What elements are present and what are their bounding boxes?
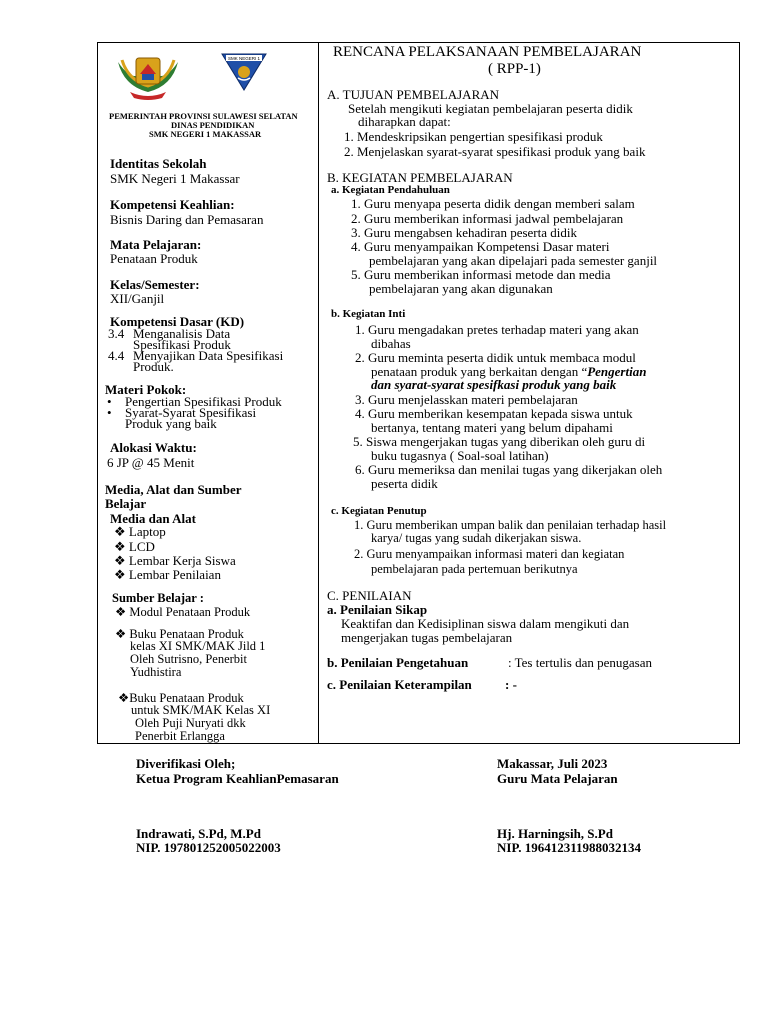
bullet-icon: •	[107, 405, 112, 420]
gov-line-1: PEMERINTAH PROVINSI SULAWESI SELATAN	[109, 111, 298, 121]
media-item-4-text: Lembar Penilaian	[128, 567, 221, 582]
section-a-intro-1: Setelah mengikuti kegiatan pembelajaran peserta didik	[348, 101, 633, 116]
verifier-nip: NIP. 197801252005022003	[136, 840, 281, 855]
page-subtitle: ( RPP-1)	[488, 61, 541, 77]
inti-item-1: 1. Guru mengadakan pretes terhadap materi yang akan	[355, 322, 639, 337]
media-label-1: Media, Alat dan Sumber	[105, 482, 242, 497]
sumber-item-1	[115, 604, 250, 620]
diamond-bullet-icon: ❖	[118, 691, 130, 705]
section-a-intro-2: diharapkan dapat:	[358, 114, 451, 129]
school-logo-icon	[220, 52, 268, 92]
tujuan-item-2: 2. Menjelaskan syarat-syarat spesifikasi produk yang baik	[344, 144, 646, 159]
identitas-value: SMK Negeri 1 Makassar	[110, 171, 240, 186]
penutup-item-2: 2. Guru menyampaikan informasi materi dan kegiatan	[354, 547, 625, 561]
kompetensi-label: Kompetensi Keahlian:	[110, 197, 235, 212]
pendahuluan-item-5: 5. Guru memberikan informasi metode dan media	[351, 267, 611, 282]
inti-item-2-emphasis-cont: dan syarat-syarat spesifkasi produk yang baik	[371, 377, 617, 392]
pendahuluan-item-5-cont: pembelajaran yang akan digunakan	[369, 281, 553, 296]
tujuan-item-1: 1. Mendeskripsikan pengertian spesifikasi produk	[344, 129, 603, 144]
kd2-line2: Produk.	[133, 359, 174, 374]
media-item-4	[114, 567, 221, 583]
penilaian-pengetahuan-label: b. Penilaian Pengetahuan	[327, 655, 469, 670]
kd1-line2: Spesifikasi Produk	[133, 337, 231, 352]
diamond-bullet-icon: ❖	[115, 605, 127, 619]
teacher-name: Hj. Harningsih, S.Pd	[497, 826, 613, 841]
penilaian-sikap-text-1: Keaktifan dan Kedisiplinan siswa dalam mengikuti dan	[341, 616, 630, 631]
penilaian-sikap-label: a. Penilaian Sikap	[327, 602, 428, 617]
sumber-item-3-line3: Oleh Puji Nuryati dkk	[135, 716, 246, 730]
sumber-item-3-line4: Penerbit Erlangga	[135, 729, 225, 743]
kelas-value: XII/Ganjil	[110, 291, 165, 306]
pendahuluan-item-3: 3. Guru mengabsen kehadiran peserta didik	[351, 225, 577, 240]
inti-item-3: 3. Guru menjelasskan materi pembelajaran	[355, 392, 578, 407]
sumber-label: Sumber Belajar :	[112, 591, 204, 605]
kompetensi-value: Bisnis Daring dan Pemasaran	[110, 212, 264, 227]
gov-line-3: SMK NEGERI 1 MAKASSAR	[149, 129, 262, 139]
inti-item-2: 2. Guru meminta peserta didik untuk membaca modul	[355, 350, 636, 365]
identitas-label: Identitas Sekolah	[110, 156, 207, 171]
section-b-heading: B. KEGIATAN PEMBELAJARAN	[327, 170, 513, 185]
alokasi-value: 6 JP @ 45 Menit	[107, 455, 195, 470]
penutup-item-1-cont: karya/ tugas yang sudah dikerjakan siswa.	[371, 531, 582, 545]
penilaian-sikap-text-2: mengerjakan tugas pembelajaran	[341, 630, 513, 645]
page-title: RENCANA PELAKSANAAN PEMBELAJARAN	[333, 44, 642, 60]
school-logo-text: SMK NEGERI 1	[227, 56, 261, 61]
sumber-item-3-line2: untuk SMK/MAK Kelas XI	[131, 703, 271, 717]
inti-item-4-cont: bertanya, tentang materi yang belum dipahami	[371, 420, 613, 435]
inti-item-5-cont: buku tugasnya ( Soal-soal latihan)	[371, 448, 549, 463]
penilaian-keterampilan-value: : -	[505, 677, 517, 692]
gov-line-2: DINAS PENDIDIKAN	[171, 120, 255, 130]
media-item-1	[114, 524, 166, 540]
section-a-heading: A. TUJUAN PEMBELAJARAN	[327, 87, 500, 102]
inti-item-6-cont: peserta didik	[371, 476, 438, 491]
section-c-heading: C. PENILAIAN	[327, 588, 412, 603]
bullet-icon: •	[107, 394, 112, 409]
teacher-role: Guru Mata Pelajaran	[497, 771, 618, 786]
penutup-item-1: 1. Guru memberikan umpan balik dan penilaian terhadap hasil	[354, 518, 667, 532]
sumber-item-2-line2: kelas XI SMK/MAK Jild 1	[130, 639, 266, 653]
verifier-title: Diverifikasi Oleh;	[136, 756, 236, 771]
kd1-number: 3.4	[108, 326, 125, 341]
materi-item-1-text: Pengertian Spesifikasi Produk	[125, 394, 282, 409]
diamond-bullet-icon: ❖	[115, 627, 127, 641]
media-item-2-text: LCD	[128, 539, 155, 554]
inti-item-2-emphasis: Pengertian	[587, 364, 647, 379]
materi-label: Materi Pokok:	[105, 382, 187, 397]
penutup-item-2-cont: pembelajaran pada pertemuan berikutnya	[371, 562, 578, 576]
kd1-line1: Menganalisis Data	[133, 326, 231, 341]
diamond-bullet-icon: ❖	[114, 539, 126, 554]
media-item-1-text: Laptop	[128, 524, 166, 539]
sumber-item-2-text: Buku Penataan Produk	[129, 627, 244, 641]
sumber-item-1-text: Modul Penataan Produk	[129, 605, 251, 619]
pendahuluan-item-1: 1. Guru menyapa peserta didik dengan memberi salam	[351, 196, 635, 211]
kd-label: Kompetensi Dasar (KD)	[110, 314, 245, 329]
penilaian-keterampilan-label: c. Penilaian Keterampilan	[327, 677, 472, 692]
pendahuluan-item-4: 4. Guru menyampaikan Kompetensi Dasar materi	[351, 239, 610, 254]
inti-item-1-cont: dibahas	[371, 336, 411, 351]
materi-item-2-cont: Produk yang baik	[125, 416, 217, 431]
sumber-item-2-line4: Yudhistira	[130, 665, 182, 679]
teacher-nip: NIP. 196412311988032134	[497, 840, 641, 855]
diamond-bullet-icon: ❖	[114, 524, 126, 539]
verifier-role: Ketua Program KeahlianPemasaran	[136, 771, 339, 786]
media-label-2: Belajar	[105, 496, 147, 511]
mapel-value: Penataan Produk	[110, 251, 198, 266]
diamond-bullet-icon: ❖	[114, 553, 126, 568]
kegiatan-inti-label: b. Kegiatan Inti	[331, 308, 406, 320]
inti-item-4: 4. Guru memberikan kesempatan kepada siswa untuk	[355, 406, 633, 421]
sumber-item-3-text: Buku Penataan Produk	[129, 691, 244, 705]
media-item-3-text: Lembar Kerja Siswa	[128, 553, 236, 568]
alokasi-label: Alokasi Waktu:	[110, 440, 197, 455]
kd2-number: 4.4	[108, 348, 125, 363]
verifier-name: Indrawati, S.Pd, M.Pd	[136, 826, 261, 841]
diamond-bullet-icon: ❖	[114, 567, 126, 582]
inti-item-6: 6. Guru memeriksa dan menilai tugas yang dikerjakan oleh	[355, 462, 663, 477]
inti-item-5: 5. Siswa mengerjakan tugas yang diberikan oleh guru di	[353, 434, 646, 449]
column-divider	[318, 42, 319, 744]
kegiatan-pendahuluan-label: a. Kegiatan Pendahuluan	[331, 184, 450, 196]
pendahuluan-item-2: 2. Guru memberikan informasi jadwal pembelajaran	[351, 211, 624, 226]
inti-item-2-cont-text: penataan produk yang berkaitan dengan “	[371, 364, 588, 379]
sumber-item-2-line3: Oleh Sutrisno, Penerbit	[130, 652, 248, 666]
materi-item-2-text: Syarat-Syarat Spesifikasi	[125, 405, 257, 420]
sign-place-date: Makassar, Juli 2023	[497, 756, 608, 771]
kd2-line1: Menyajikan Data Spesifikasi	[133, 348, 284, 363]
province-emblem-icon	[112, 52, 184, 100]
kegiatan-penutup-label: c. Kegiatan Penutup	[331, 505, 427, 517]
penilaian-pengetahuan-value: : Tes tertulis dan penugasan	[508, 655, 652, 670]
pendahuluan-item-4-cont: pembelajaran yang akan dipelajari pada semester ganjil	[369, 253, 658, 268]
media-alat-label: Media dan Alat	[110, 511, 196, 526]
mapel-label: Mata Pelajaran:	[110, 237, 202, 252]
kelas-label: Kelas/Semester:	[110, 277, 200, 292]
